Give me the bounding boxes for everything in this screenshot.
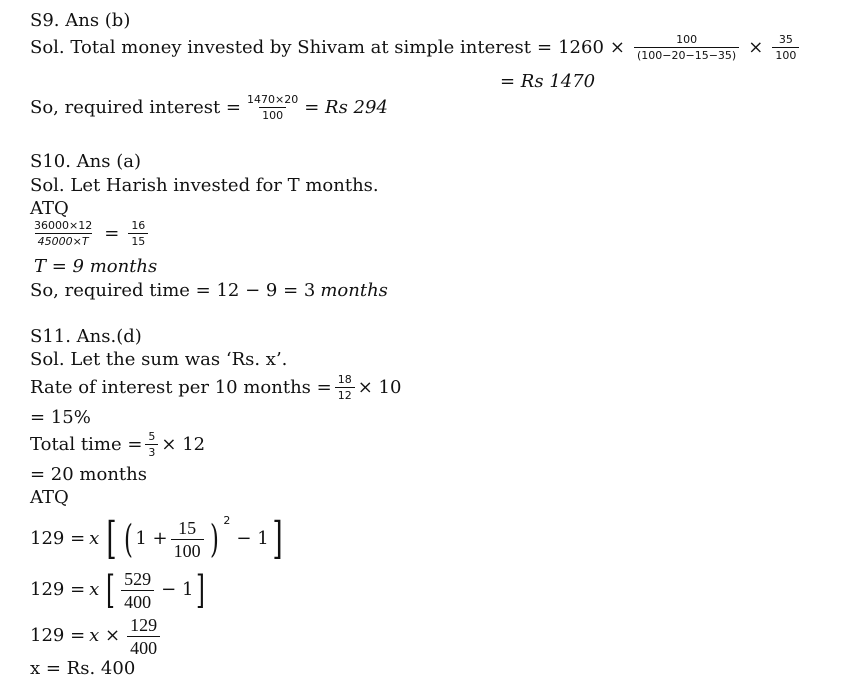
s11-time-line — [30, 431, 205, 458]
s11-sol: Sol. Let the sum was ‘Rs. x’. — [30, 349, 288, 370]
s11-eq1-bracket-left: [ — [106, 513, 118, 564]
s10-atq: ATQ — [30, 198, 69, 219]
s10-eq: = — [104, 222, 120, 244]
s9-fraction-2 — [772, 34, 799, 61]
s11-rate-num: 18 — [337, 373, 352, 386]
s11-eq3-lhs: 129 = — [30, 625, 86, 646]
s11-time-fraction — [145, 431, 158, 458]
s10-fraction-2 — [128, 220, 148, 247]
s11-rate-prefix: Rate of interest per 10 months = — [30, 376, 332, 398]
s11-eq2-bracket-left: [ — [106, 568, 116, 612]
s10-sol: Sol. Let Harish invested for T months. — [30, 175, 379, 196]
s9-f3-num: 1470×20 — [247, 93, 299, 106]
s9-line3-result: = Rs 294 — [304, 96, 388, 118]
s10-t-line: T = 9 months — [34, 256, 158, 277]
s11-eq1-bracket-right: ] — [272, 513, 283, 564]
s10-ratio — [28, 220, 151, 247]
s10-required-time — [30, 280, 388, 302]
s9-f2-num: 35 — [778, 33, 793, 46]
s11-rate-result: = 15% — [30, 407, 91, 428]
s11-eq2-fraction — [121, 570, 154, 611]
s11-eq3-num: 129 — [130, 614, 158, 635]
s10-req-prefix: So, required time = 12 − 9 = 3 — [30, 280, 316, 301]
s11-eq2 — [30, 567, 208, 613]
s9-heading: S9. Ans (b) — [30, 10, 131, 31]
s9-times1: × — [609, 36, 625, 58]
s11-rate-fraction — [335, 374, 355, 401]
s11-eq1-paren-right: ) — [209, 517, 219, 561]
s11-heading: S11. Ans.(d) — [30, 326, 142, 347]
s11-eq2-x: x — [89, 579, 100, 600]
s9-result: = Rs 1470 — [500, 71, 596, 92]
s9-line3 — [30, 94, 388, 121]
s11-rate-den: 12 — [335, 387, 355, 401]
s9-line1-text: Sol. Total money invested by Shivam at simple interest — [30, 36, 531, 58]
s9-f1-den: (100−20−15−35) — [634, 47, 739, 61]
s11-time-num: 5 — [148, 430, 156, 443]
s11-eq1-lhs: 129 = — [30, 528, 86, 549]
s11-eq1 — [30, 513, 286, 565]
s11-atq: ATQ — [30, 487, 69, 508]
s11-eq1-x: x — [89, 528, 100, 549]
s10-heading: S10. Ans (a) — [30, 151, 142, 172]
s11-eq1-paren-left: ( — [123, 517, 133, 561]
s11-eq2-minus: − 1 — [161, 579, 194, 600]
s11-eq1-fraction — [171, 519, 204, 560]
s11-eq3 — [30, 613, 163, 659]
s11-eq2-num: 529 — [124, 568, 152, 589]
s10-f1-num: 36000×12 — [34, 219, 93, 232]
s9-fraction-1 — [634, 34, 739, 61]
s11-time-suffix: × 12 — [161, 433, 206, 455]
s11-rate-suffix: × 10 — [357, 376, 402, 398]
s11-eq3-den: 400 — [127, 636, 160, 657]
s9-f1-num: 100 — [676, 33, 698, 46]
s10-fraction-1 — [31, 220, 95, 247]
s11-final: x = Rs. 400 — [30, 658, 136, 679]
s9-f3-den: 100 — [259, 107, 286, 121]
s11-eq1-minus: − 1 — [236, 528, 269, 549]
s11-time-den: 3 — [145, 444, 158, 458]
s10-f1-den: 45000×T — [35, 233, 92, 247]
s9-fraction-3 — [244, 94, 301, 121]
s10-req-unit: months — [320, 280, 388, 301]
s11-time-result: = 20 months — [30, 464, 147, 485]
s11-rate-line — [30, 374, 401, 401]
s9-1260: 1260 — [558, 36, 604, 58]
s9-f2-den: 100 — [772, 47, 799, 61]
s11-eq2-lhs: 129 = — [30, 579, 86, 600]
s9-line3-text: So, required interest = — [30, 96, 242, 118]
s11-eq1-one: 1 + — [135, 528, 168, 549]
s11-eq1-exp: 2 — [223, 514, 231, 527]
s9-eq: = — [537, 36, 553, 58]
s10-f2-num: 16 — [131, 219, 146, 232]
s11-eq1-num: 15 — [178, 517, 197, 538]
s11-eq3-x: x × — [89, 625, 121, 646]
s9-times2: × — [748, 36, 764, 58]
s11-eq2-bracket-right: ] — [196, 568, 206, 612]
s11-eq1-den: 100 — [171, 539, 204, 560]
s10-f2-den: 15 — [128, 233, 148, 247]
s11-eq2-den: 400 — [121, 590, 154, 611]
s11-time-prefix: Total time = — [30, 433, 143, 455]
s11-eq3-fraction — [127, 616, 160, 657]
s9-line1 — [30, 34, 802, 61]
